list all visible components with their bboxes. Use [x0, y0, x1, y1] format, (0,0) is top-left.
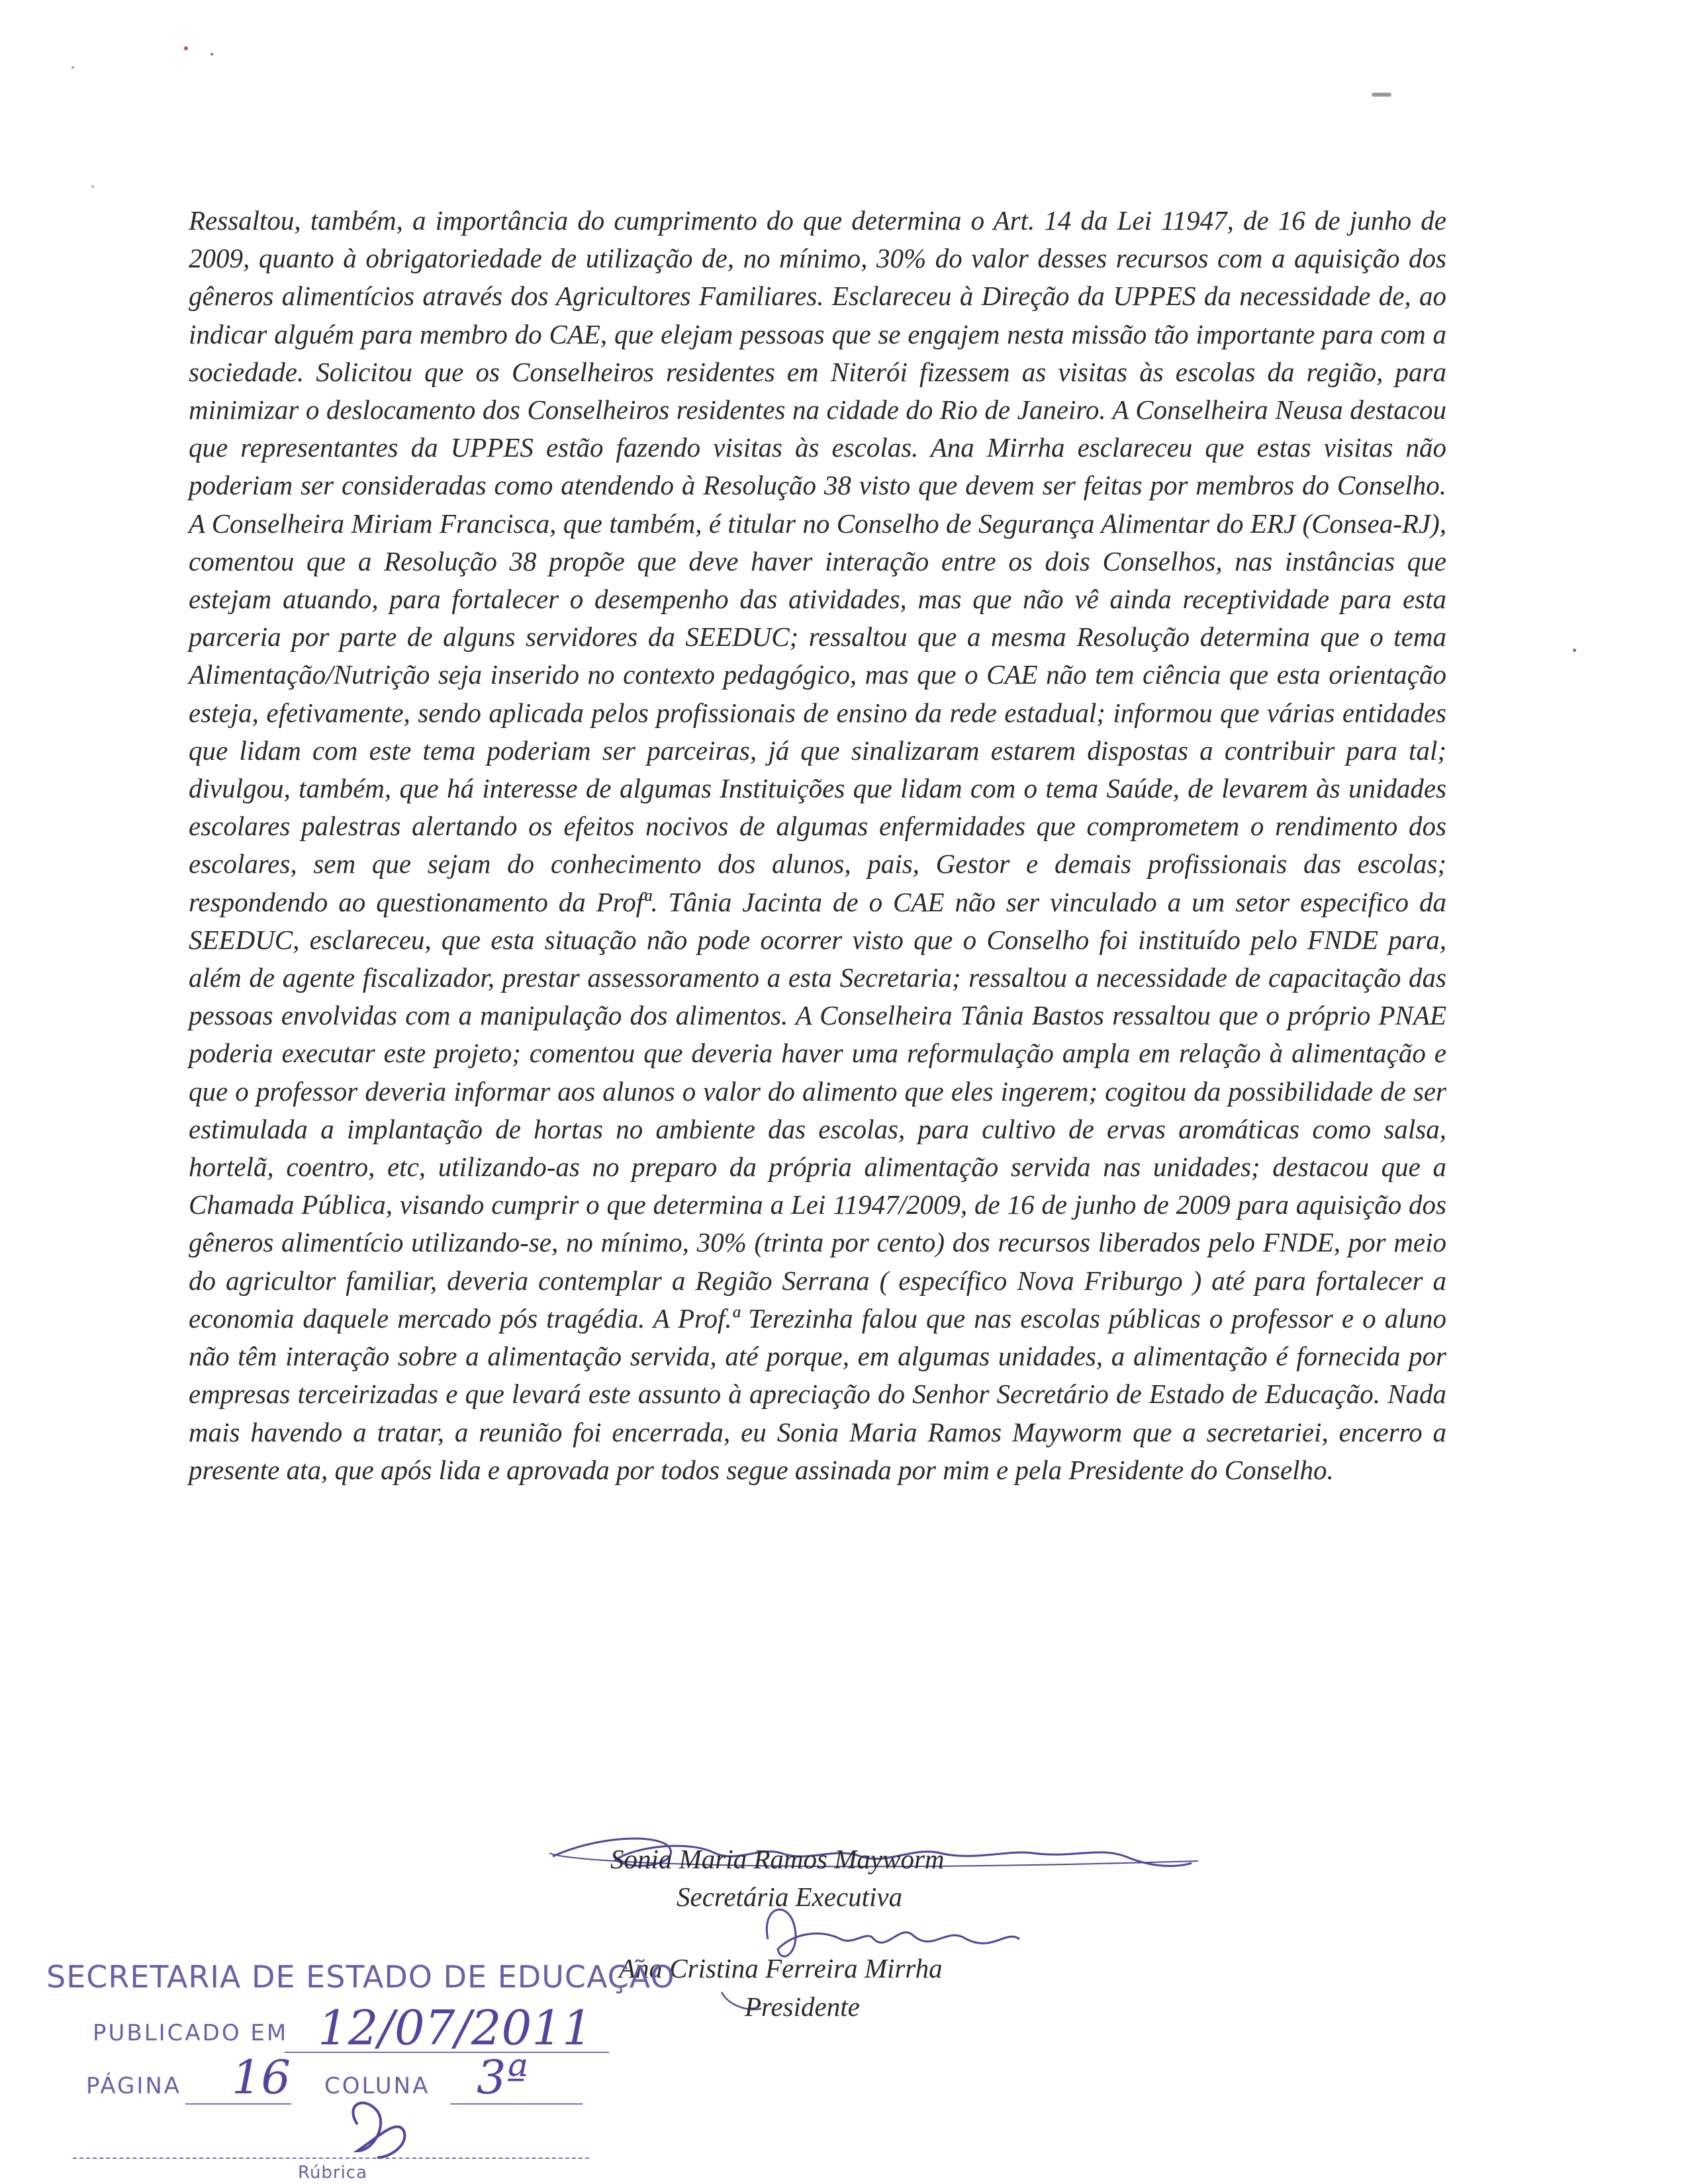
stamp-rubric-mark	[46, 1959, 642, 2177]
stamp-published-label: PUBLICADO EM	[93, 2020, 289, 2046]
scan-speck	[91, 185, 94, 188]
signature-ana-tail	[722, 1992, 761, 2009]
rubric-scribble	[353, 2103, 404, 2158]
signatory-role-ana: Presidente	[745, 1991, 860, 2022]
stamp-column-label: COLUNA	[324, 2073, 430, 2099]
stamp-column-value: 3ª	[477, 2050, 528, 2105]
signature-sonia-stroke	[553, 1839, 1192, 1866]
publication-stamp	[46, 1959, 675, 2183]
stamp-title: SECRETARIA DE ESTADO DE EDUCAÇÃO	[46, 1959, 675, 1995]
signatory-name-ana: Ana Cristina Ferreira Mirrha	[619, 1953, 943, 1983]
stamp-page-value: 16	[232, 2050, 291, 2105]
stamp-published-date: 12/07/2011	[318, 2000, 592, 2056]
stamp-page-label: PÁGINA	[86, 2073, 182, 2099]
scan-speck	[1573, 649, 1576, 652]
stamp-rubric-label: Rúbrica	[298, 2163, 368, 2183]
scan-speck	[184, 46, 188, 50]
signature-sonia-underline	[549, 1853, 1198, 1866]
scan-speck	[71, 66, 74, 69]
scan-speck	[211, 53, 213, 56]
minutes-paragraph: Ressaltou, também, a importância do cumprimento do que determina o Art. 14 da Lei 11947, de 16 de junho de 2009, quanto à obrigatoriedade de utilização de, no mínimo, 30% do valor desses recursos com a aquisição dos gêneros alimentícios através dos Agricultores Familiares. Esclareceu à Direção da UPPES da necessidade de, ao indicar alguém para membro do CAE, que elejam pessoas que se engajem nesta missão tão importante para com a sociedade. Solicitou que os Conselheiros residentes em Niterói fizessem as visitas às escolas da região, para minimizar o deslocamento dos Conselheiros residentes na cidade do Rio de Janeiro. A Conselheira Neusa destacou que representantes da UPPES estão fazendo visitas às escolas. Ana Mirrha esclareceu que estas visitas não poderiam ser consideradas como atendendo à Resolução 38 visto que devem ser feitas por membros do Conselho. A Conselheira Miriam Francisca, que também, é titular no Conselho de Segurança Alimentar do ERJ (Consea-RJ), comentou que a Resolução 38 propõe que deve haver interação entre os dois Conselhos, nas instâncias que estejam atuando, para fortalecer o desempenho das atividades, mas que não vê ainda receptividade para esta parceria por parte de alguns servidores da SEEDUC; ressaltou que a mesma Resolução determina que o tema Alimentação/Nutrição seja inserido no contexto pedagógico, mas que o CAE não tem ciência que esta orientação esteja, efetivamente, sendo aplicada pelos profissionais de ensino da rede estadual; informou que várias entidades que lidam com este tema poderiam ser parceiras, já que sinalizaram estarem dispostas a contribuir para tal; divulgou, também, que há interesse de algumas Instituições que lidam com o tema Saúde, de levarem às unidades escolares palestras alertando os efeitos nocivos de algumas enfermidades que comprometem o rendimento dos escolares, sem que sejam do conhecimento dos alunos, pais, Gestor e demais profissionais das escolas; respondendo ao questionamento da Profª. Tânia Jacinta de o CAE não ser vinculado a um setor especifico da SEEDUC, esclareceu, que esta situação não pode ocorrer visto que o Conselho foi instituído pelo FNDE para, além de agente fiscalizador, prestar assessoramento a esta Secretaria; ressaltou a necessidade de capacitação das pessoas envolvidas com a manipulação dos alimentos. A Conselheira Tânia Bastos ressaltou que o próprio PNAE poderia executar este projeto; comentou que deveria haver uma reformulação ampla em relação à alimentação e que o professor deveria informar aos alunos o valor do alimento que eles ingerem; cogitou da possibilidade de ser estimulada a implantação de hortas no ambiente das escolas, para cultivo de ervas aromáticas como salsa, hortelã, coentro, etc, utilizando-as no preparo da própria alimentação servida nas unidades; destacou que a Chamada Pública, visando cumprir o que determina a Lei 11947/2009, de 16 de junho de 2009 para aquisição dos gêneros alimentício utilizando-se, no mínimo, 30% (trinta por cento) dos recursos liberados pelo FNDE, por meio do agricultor familiar, deveria contemplar a Região Serrana ( específico Nova Friburgo ) até para fortalecer a economia daquele mercado pós tragédia. A Prof.ª Terezinha falou que nas escolas públicas o professor e o aluno não têm interação sobre a alimentação servida, até porque, em algumas unidades, a alimentação é fornecida por empresas terceirizadas e que levará este assunto à apreciação do Senhor Secretário de Estado de Educação. Nada mais havendo a tratar, a reunião foi encerrada, eu Sonia Maria Ramos Mayworm que a secretariei, encerro a presente ata, que após lida e aprovada por todos segue assinada por mim e pela Presidente do Conselho.	[189, 205, 1446, 1485]
signatory-name-sonia: Sonia Maria Ramos Mayworm	[610, 1844, 945, 1874]
signature-ana-stroke	[767, 1909, 1019, 1956]
scan-speck	[1372, 93, 1391, 97]
signatory-role-sonia: Secretária Executiva	[677, 1882, 903, 1912]
